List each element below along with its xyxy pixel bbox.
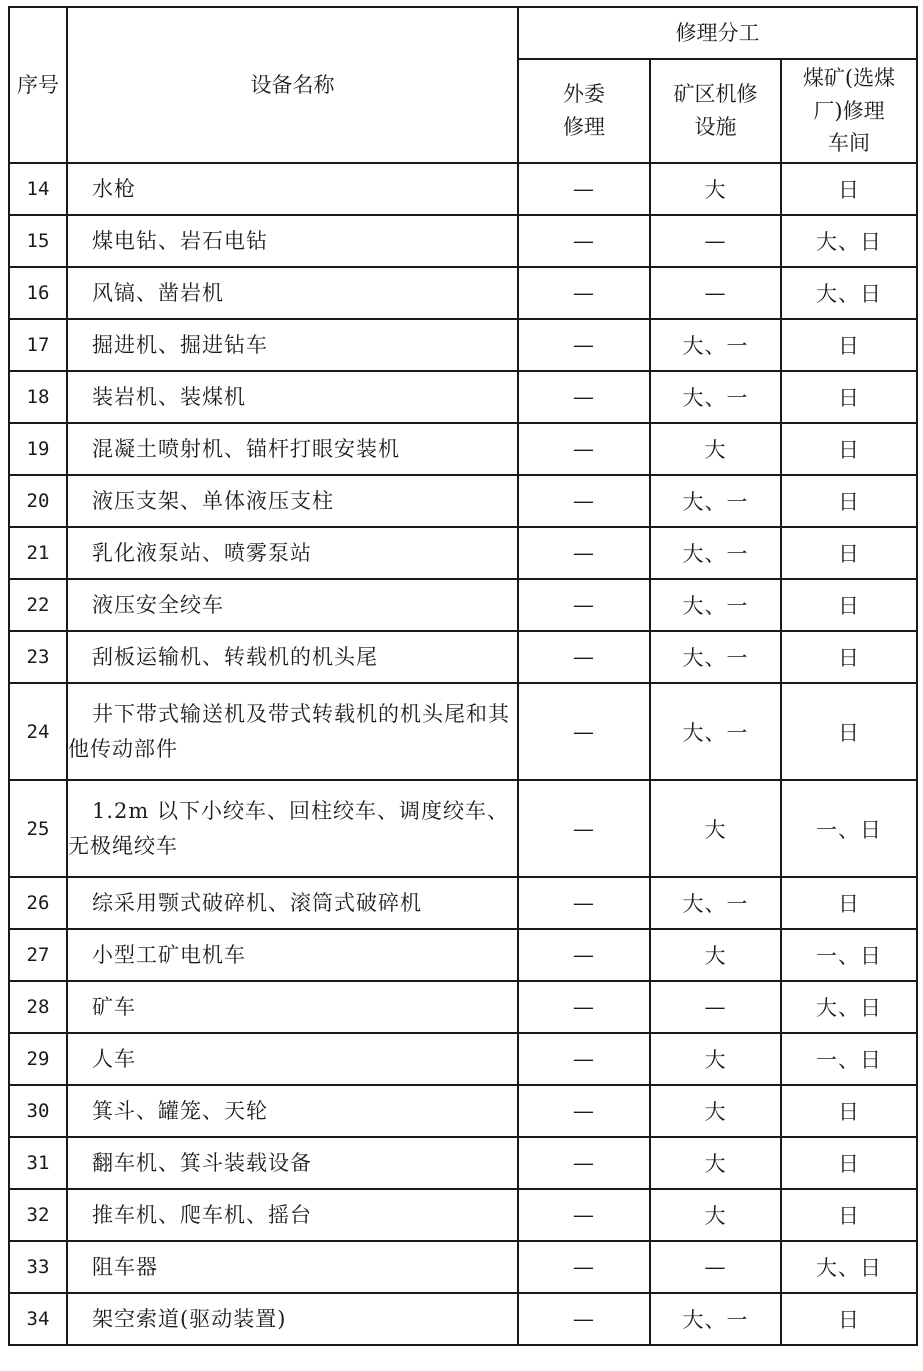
row-seq: 30 bbox=[9, 1085, 67, 1137]
row-colliery: 日 bbox=[781, 163, 917, 215]
row-seq: 18 bbox=[9, 371, 67, 423]
row-seq: 14 bbox=[9, 163, 67, 215]
row-colliery: 大、日 bbox=[781, 981, 917, 1033]
row-colliery: 日 bbox=[781, 1293, 917, 1345]
row-colliery: 日 bbox=[781, 683, 917, 780]
table-row bbox=[9, 527, 917, 579]
row-mining-area: 大 bbox=[650, 1137, 781, 1189]
row-equipment-name-text: 装岩机、装煤机 bbox=[92, 384, 246, 409]
row-outsourced: — bbox=[518, 1293, 650, 1345]
row-outsourced: — bbox=[518, 1033, 650, 1085]
row-colliery: 日 bbox=[781, 1189, 917, 1241]
table-row bbox=[9, 1241, 917, 1293]
row-seq: 17 bbox=[9, 319, 67, 371]
row-equipment-name bbox=[67, 267, 518, 319]
row-equipment-name bbox=[67, 371, 518, 423]
row-colliery: 日 bbox=[781, 371, 917, 423]
row-outsourced: — bbox=[518, 1241, 650, 1293]
row-mining-area: 大、一 bbox=[650, 877, 781, 929]
row-equipment-name-text: 刮板运输机、转载机的机头尾 bbox=[92, 644, 378, 669]
row-colliery: 大、日 bbox=[781, 267, 917, 319]
repair-division-table bbox=[8, 6, 918, 1346]
table-row bbox=[9, 981, 917, 1033]
row-outsourced: — bbox=[518, 981, 650, 1033]
table-row bbox=[9, 319, 917, 371]
row-equipment-name-text: 箕斗、罐笼、天轮 bbox=[92, 1098, 268, 1123]
row-seq: 32 bbox=[9, 1189, 67, 1241]
row-equipment-name-text: 乳化液泵站、喷雾泵站 bbox=[92, 540, 312, 565]
row-mining-area: 大、一 bbox=[650, 683, 781, 780]
table-row bbox=[9, 579, 917, 631]
row-equipment-name bbox=[67, 877, 518, 929]
row-equipment-name bbox=[67, 1241, 518, 1293]
row-mining-area: — bbox=[650, 215, 781, 267]
row-equipment-name bbox=[67, 780, 518, 877]
row-colliery: 日 bbox=[781, 475, 917, 527]
header-outsourced bbox=[518, 59, 650, 163]
row-outsourced: — bbox=[518, 780, 650, 877]
table-row bbox=[9, 267, 917, 319]
row-equipment-name bbox=[67, 1293, 518, 1345]
row-colliery: 日 bbox=[781, 877, 917, 929]
row-equipment-name bbox=[67, 1033, 518, 1085]
row-mining-area: 大、一 bbox=[650, 579, 781, 631]
row-equipment-name bbox=[67, 631, 518, 683]
row-equipment-name bbox=[67, 163, 518, 215]
header-equipment-name: 设备名称 bbox=[67, 7, 518, 163]
table-row bbox=[9, 1033, 917, 1085]
row-equipment-name bbox=[67, 981, 518, 1033]
row-equipment-name-text: 综采用颚式破碎机、滚筒式破碎机 bbox=[92, 890, 422, 915]
row-mining-area: — bbox=[650, 1241, 781, 1293]
row-colliery: 日 bbox=[781, 579, 917, 631]
row-seq: 33 bbox=[9, 1241, 67, 1293]
row-mining-area: 大 bbox=[650, 780, 781, 877]
row-equipment-name-text: 掘进机、掘进钻车 bbox=[92, 332, 268, 357]
row-outsourced: — bbox=[518, 215, 650, 267]
row-seq: 29 bbox=[9, 1033, 67, 1085]
row-mining-area: 大 bbox=[650, 1033, 781, 1085]
row-colliery: 大、日 bbox=[781, 215, 917, 267]
row-outsourced: — bbox=[518, 1189, 650, 1241]
row-outsourced: — bbox=[518, 267, 650, 319]
row-colliery: 大、日 bbox=[781, 1241, 917, 1293]
row-colliery: 日 bbox=[781, 631, 917, 683]
row-equipment-name bbox=[67, 527, 518, 579]
row-mining-area: 大 bbox=[650, 423, 781, 475]
row-colliery: 日 bbox=[781, 1137, 917, 1189]
table-row bbox=[9, 371, 917, 423]
row-mining-area: 大 bbox=[650, 1189, 781, 1241]
row-equipment-name-text: 人车 bbox=[92, 1046, 136, 1071]
row-seq: 15 bbox=[9, 215, 67, 267]
row-equipment-name bbox=[67, 1137, 518, 1189]
row-colliery: 一、日 bbox=[781, 1033, 917, 1085]
row-colliery: 日 bbox=[781, 423, 917, 475]
row-equipment-name-text: 推车机、爬车机、摇台 bbox=[92, 1202, 312, 1227]
header-repair-division: 修理分工 bbox=[518, 7, 917, 59]
row-equipment-name-text: 水枪 bbox=[92, 176, 136, 201]
row-equipment-name-text: 矿车 bbox=[92, 994, 136, 1019]
row-equipment-name bbox=[67, 929, 518, 981]
row-colliery: 日 bbox=[781, 319, 917, 371]
row-colliery: 日 bbox=[781, 1085, 917, 1137]
table-row bbox=[9, 163, 917, 215]
row-equipment-name-text: 煤电钻、岩石电钻 bbox=[92, 228, 268, 253]
row-mining-area: — bbox=[650, 981, 781, 1033]
row-seq: 21 bbox=[9, 527, 67, 579]
row-equipment-name-text: 阻车器 bbox=[92, 1254, 158, 1279]
row-seq: 34 bbox=[9, 1293, 67, 1345]
row-colliery: 一、日 bbox=[781, 929, 917, 981]
row-outsourced: — bbox=[518, 631, 650, 683]
table-row bbox=[9, 1293, 917, 1345]
table-row bbox=[9, 631, 917, 683]
row-outsourced: — bbox=[518, 929, 650, 981]
row-mining-area: 大、一 bbox=[650, 527, 781, 579]
row-seq: 19 bbox=[9, 423, 67, 475]
table-row bbox=[9, 780, 917, 877]
row-seq: 27 bbox=[9, 929, 67, 981]
table-row bbox=[9, 1085, 917, 1137]
row-outsourced: — bbox=[518, 1085, 650, 1137]
header-outsourced-text: 外委 修理 bbox=[563, 82, 605, 139]
row-seq: 26 bbox=[9, 877, 67, 929]
header-mining-area-text: 矿区机修 设施 bbox=[673, 82, 758, 139]
row-mining-area: 大、一 bbox=[650, 631, 781, 683]
row-seq: 31 bbox=[9, 1137, 67, 1189]
table-body bbox=[9, 163, 917, 1345]
row-equipment-name-text: 液压支架、单体液压支柱 bbox=[92, 488, 334, 513]
row-seq: 20 bbox=[9, 475, 67, 527]
header-seq: 序号 bbox=[9, 7, 67, 163]
row-mining-area: 大 bbox=[650, 163, 781, 215]
table-row bbox=[9, 423, 917, 475]
row-equipment-name-text: 1.2m 以下小绞车、回柱绞车、调度绞车、无极绳绞车 bbox=[68, 798, 509, 858]
row-seq: 23 bbox=[9, 631, 67, 683]
row-equipment-name-text: 翻车机、箕斗装载设备 bbox=[92, 1150, 312, 1175]
row-mining-area: 大、一 bbox=[650, 371, 781, 423]
row-equipment-name-text: 架空索道(驱动装置) bbox=[92, 1306, 287, 1331]
row-equipment-name bbox=[67, 423, 518, 475]
row-outsourced: — bbox=[518, 527, 650, 579]
row-outsourced: — bbox=[518, 683, 650, 780]
row-mining-area: — bbox=[650, 267, 781, 319]
row-seq: 22 bbox=[9, 579, 67, 631]
row-equipment-name bbox=[67, 319, 518, 371]
table-row bbox=[9, 475, 917, 527]
row-outsourced: — bbox=[518, 371, 650, 423]
row-equipment-name bbox=[67, 1085, 518, 1137]
row-mining-area: 大、一 bbox=[650, 1293, 781, 1345]
row-outsourced: — bbox=[518, 423, 650, 475]
row-equipment-name bbox=[67, 475, 518, 527]
table-row bbox=[9, 1137, 917, 1189]
row-seq: 16 bbox=[9, 267, 67, 319]
table-row bbox=[9, 929, 917, 981]
row-outsourced: — bbox=[518, 579, 650, 631]
row-mining-area: 大、一 bbox=[650, 319, 781, 371]
row-mining-area: 大、一 bbox=[650, 475, 781, 527]
row-equipment-name-text: 小型工矿电机车 bbox=[92, 942, 246, 967]
row-outsourced: — bbox=[518, 877, 650, 929]
row-equipment-name-text: 井下带式输送机及带式转载机的机头尾和其他传动部件 bbox=[68, 701, 510, 761]
row-seq: 25 bbox=[9, 780, 67, 877]
table-row bbox=[9, 215, 917, 267]
row-equipment-name bbox=[67, 1189, 518, 1241]
row-outsourced: — bbox=[518, 475, 650, 527]
row-equipment-name bbox=[67, 215, 518, 267]
row-seq: 24 bbox=[9, 683, 67, 780]
row-outsourced: — bbox=[518, 1137, 650, 1189]
row-outsourced: — bbox=[518, 319, 650, 371]
row-equipment-name bbox=[67, 579, 518, 631]
table-row bbox=[9, 877, 917, 929]
row-equipment-name-text: 风镐、凿岩机 bbox=[92, 280, 224, 305]
row-equipment-name-text: 液压安全绞车 bbox=[92, 592, 224, 617]
table-row bbox=[9, 1189, 917, 1241]
row-equipment-name bbox=[67, 683, 518, 780]
row-outsourced: — bbox=[518, 163, 650, 215]
row-seq: 28 bbox=[9, 981, 67, 1033]
row-colliery: 一、日 bbox=[781, 780, 917, 877]
header-colliery-text: 煤矿(选煤 厂)修理 车间 bbox=[802, 66, 896, 156]
header-mining-area bbox=[650, 59, 781, 163]
table-row bbox=[9, 683, 917, 780]
row-mining-area: 大 bbox=[650, 929, 781, 981]
row-equipment-name-text: 混凝土喷射机、锚杆打眼安装机 bbox=[92, 436, 400, 461]
row-mining-area: 大 bbox=[650, 1085, 781, 1137]
row-colliery: 日 bbox=[781, 527, 917, 579]
header-colliery bbox=[781, 59, 917, 163]
